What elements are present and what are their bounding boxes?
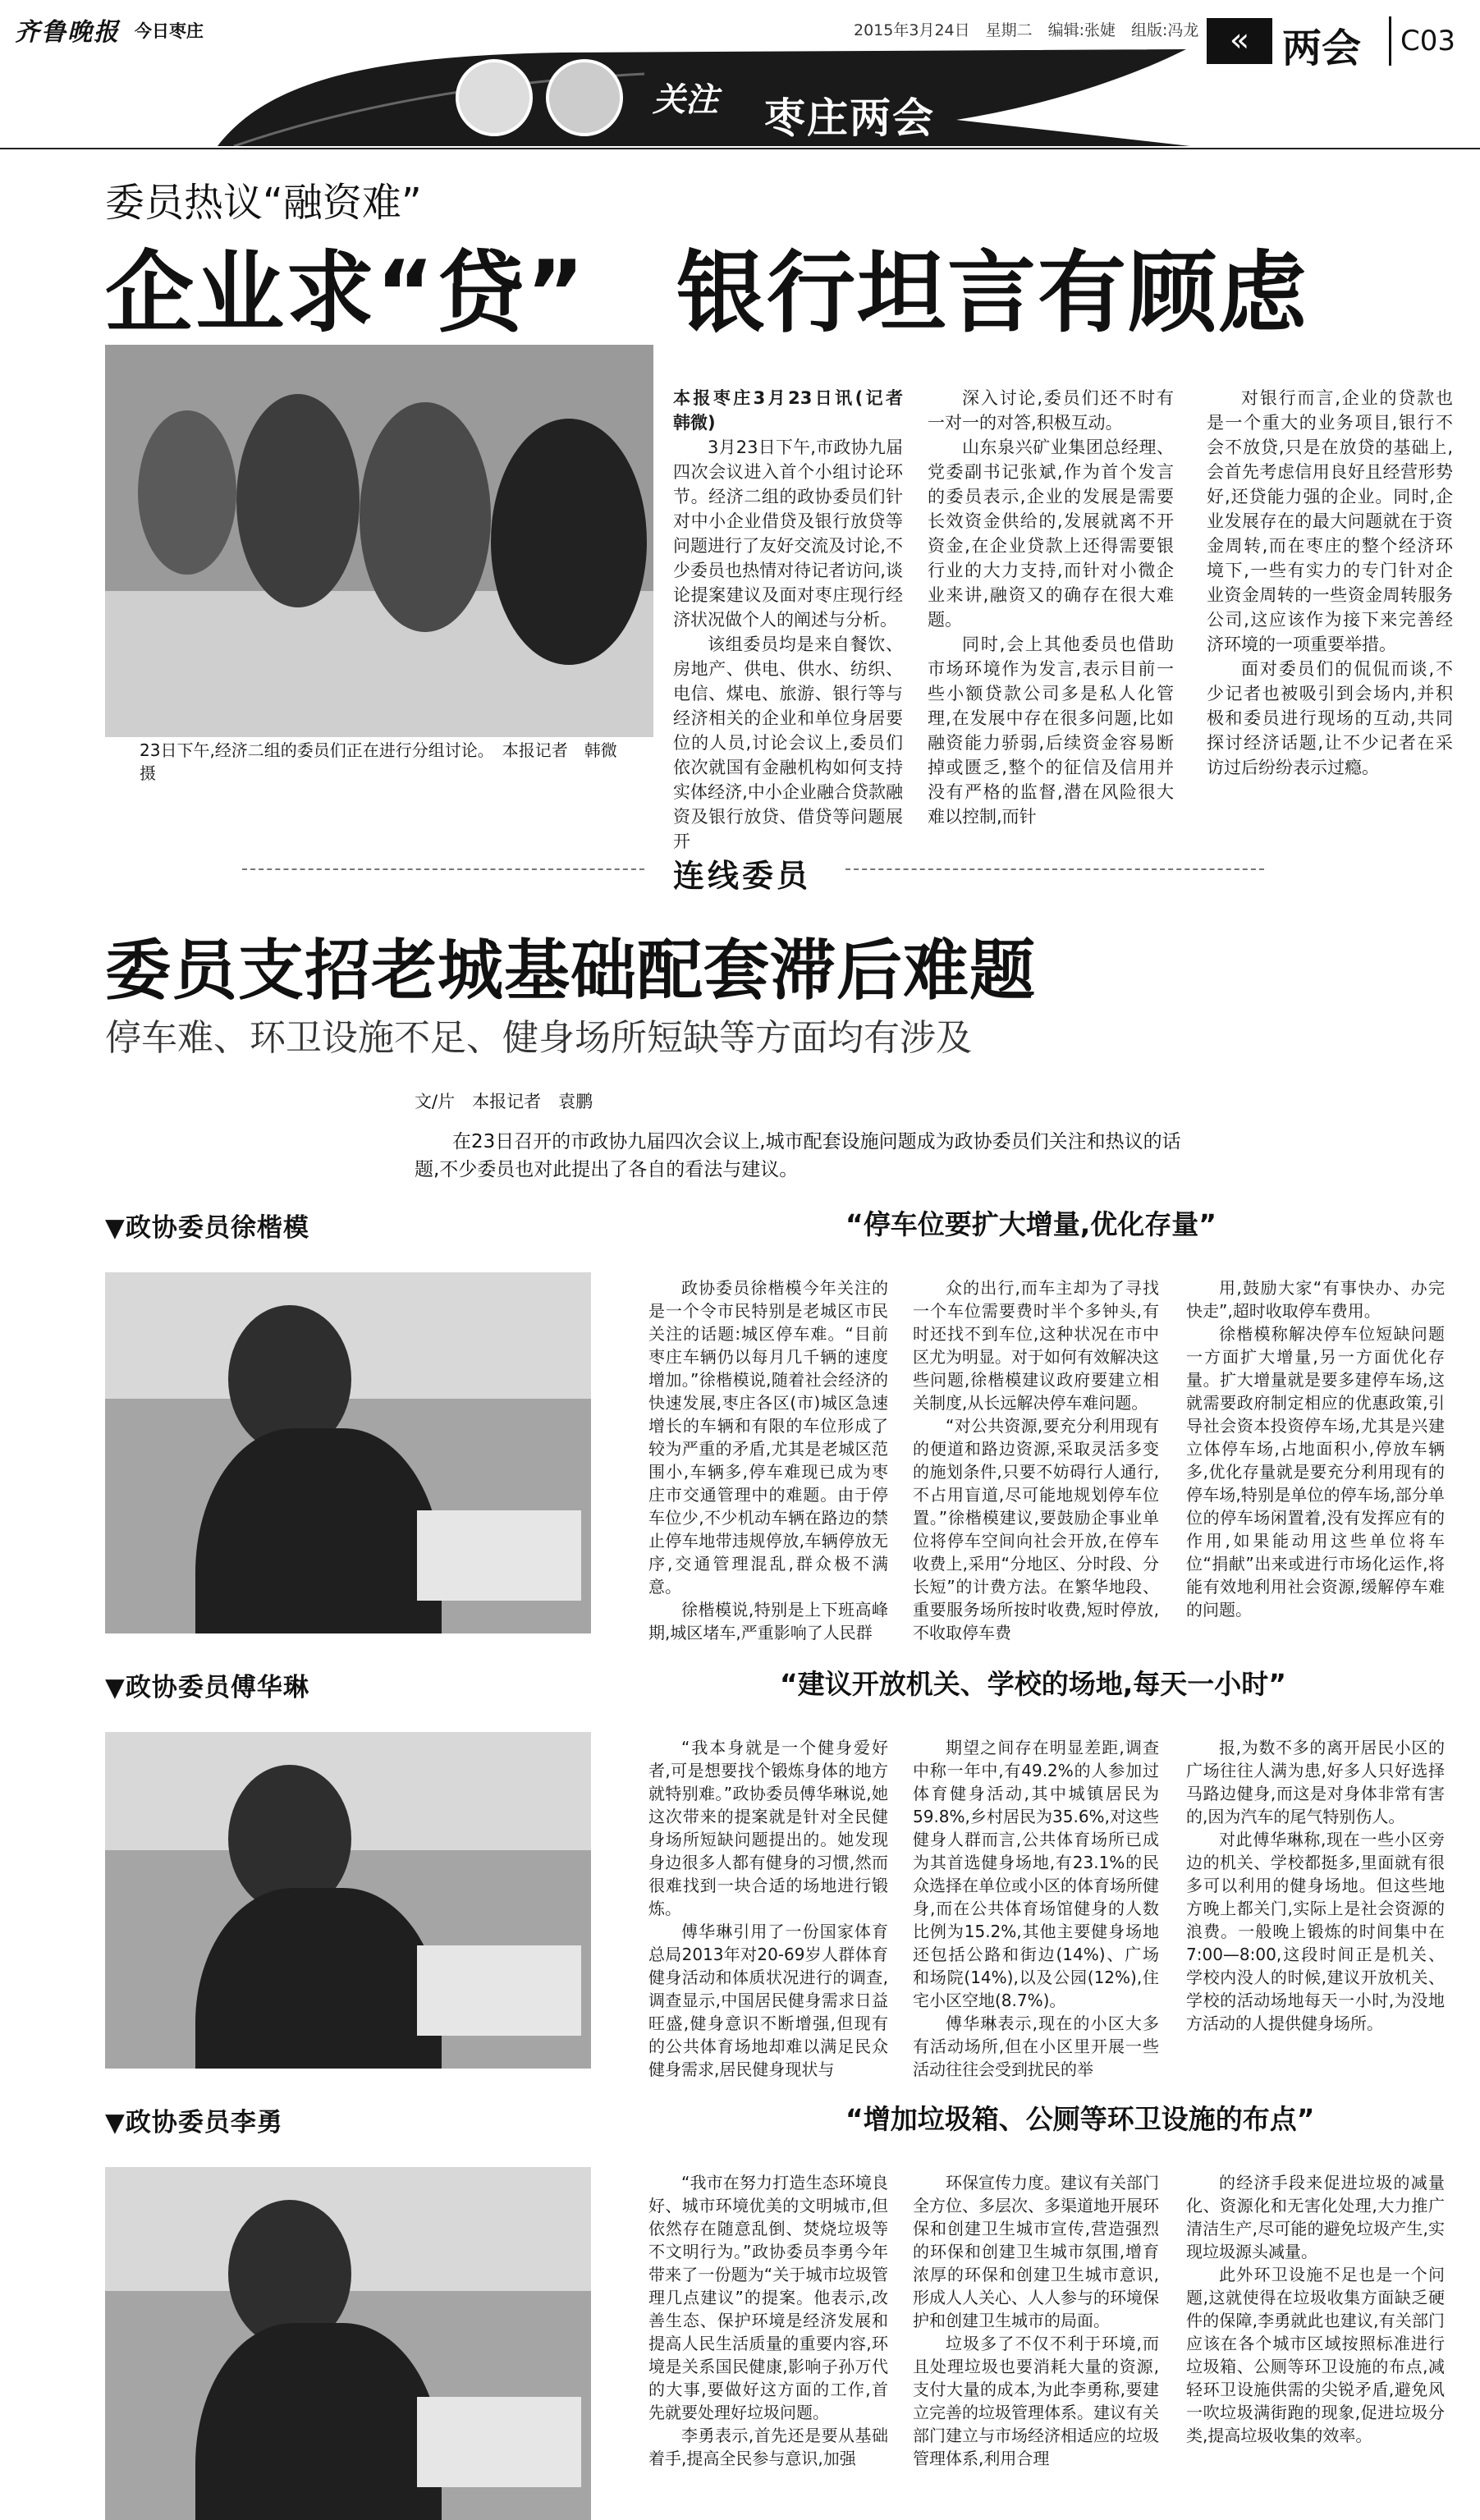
member-col2 xyxy=(913,1276,1159,1644)
paragraph: “我本身就是一个健身爱好者,可是想要找个锻炼身体的地方就特别难。”政协委员傅华琳说,她这次带来的提案就是针对全民健身场所短缺问题提出的。她发现身边很多人都有健身的习惯,然而很难找到一块合适的场地进行锻炼。 xyxy=(648,1738,888,1918)
article1-photo xyxy=(105,345,653,737)
member-col3 xyxy=(1186,1276,1445,1621)
article2-lead: 在23日召开的市政协九届四次会议上,城市配套设施问题成为政协委员们关注和热议的话题,不少委员也对此提出了各自的看法与建议。 xyxy=(415,1131,1181,1180)
section-header: 连线委员 xyxy=(673,858,812,894)
paragraph: 垃圾多了不仅不利于环境,而且处理垃圾也要消耗大量的资源,支付大量的成本,为此李勇称,要建立完善的垃圾管理体系。建议有关部门建立与市场经济相适应的垃圾管理体系,利用合理 xyxy=(913,2334,1159,2468)
paragraph: 徐楷模称解决停车位短缺问题一方面扩大增量,另一方面优化存量。扩大增量就是要多建停车场,这就需要政府制定相应的优惠政策,引导社会资本投资停车场,尤其是兴建立体停车场,占地面积小,停放车辆多,优化存量就是要充分利用现有的停车场,特别是单位的停车场,部分单位的停车场闲置着,没有发挥应有的作用,如果能动用这些单位将车位“捐献”出来或进行市场化运作,将能有效地利用社会资源,缓解停车难的问题。 xyxy=(1186,1324,1445,1620)
section-divider-left xyxy=(242,868,644,870)
paper-name: 齐鲁晚报 xyxy=(15,18,120,47)
article1-col2 xyxy=(928,386,1174,829)
member-label: ▼政协委员徐楷模 xyxy=(105,1213,309,1243)
paragraph: 的经济手段来促进垃圾的减量化、资源化和无害化处理,大力推广清洁生产,尽可能的避免垃圾产生,实现垃圾源头减量。 xyxy=(1186,2173,1445,2261)
article2-headline: 委员支招老城基础配套滞后难题 xyxy=(105,932,1036,1009)
paragraph: “我市在努力打造生态环境良好、城市环境优美的文明城市,但依然存在随意乱倒、焚烧垃圾等不文明行为。”政协委员李勇今年带来了一份题为“关于城市垃圾管理几点建议”的提案。他表示,改善生态、保护环境是经济发展和提高人民生活质量的重要内容,环境是关系国民健康,影响子孙万代的大事,要做好这方面的工作,首先就要处理好垃圾问题。 xyxy=(648,2173,888,2422)
member-label: ▼政协委员傅华琳 xyxy=(105,1673,309,1702)
banner xyxy=(218,49,1190,146)
member-col1 xyxy=(648,1736,888,2081)
member-quote: “建议开放机关、学校的场地,每天一小时” xyxy=(780,1668,1286,1700)
article1-kicker: 委员热议“融资难” xyxy=(105,180,422,226)
member-col2 xyxy=(913,2171,1159,2470)
member-quote: “停车位要扩大增量,优化存量” xyxy=(845,1208,1217,1240)
cppcc-emblem-icon xyxy=(546,59,623,136)
member-photo xyxy=(105,1732,591,2069)
paragraph: 对银行而言,企业的贷款也是一个重大的业务项目,银行不会不放贷,只是在放贷的基础上,会首先考虑信用良好且经营形势好,还贷能力强的企业。同时,企业发展存在的最大问题就在于资金周转,而在枣庄的整个经济环境下,一些有实力的专门针对企业资金周转的一些资金周转服务公司,这应该作为接下来完善经济环境的一项重要举措。 xyxy=(1207,388,1453,654)
paragraph: 期望之间存在明显差距,调查中称一年中,有49.2%的人参加过体育健身活动,其中城镇居民为59.8%,乡村居民为35.6%,对这些健身人群而言,公共体育场所已成为其首选健身场地,有23.1%的民众选择在单位或小区的体育场所健身,而在公共体育场馆健身的人数比例为15.2%,其他主要健身场地还包括公路和街边(14%)、广场和场院(14%),以及公园(12%),住宅小区空地(8.7%)。 xyxy=(913,1738,1159,2010)
member-photo xyxy=(105,1272,591,1633)
paragraph: 用,鼓励大家“有事快办、办完快走”,超时收取停车费用。 xyxy=(1186,1278,1445,1321)
paragraph: 同时,会上其他委员也借助市场环境作为发言,表示目前一些小额贷款公司多是私人化管理,在发展中存在很多问题,比如融资能力骄弱,后续资金容易断掉或匮乏,整个的征信及信用并没有严格的监督,潜在风险很大难以控制,而针 xyxy=(928,635,1174,827)
paragraph: 政协委员徐楷模今年关注的是一个令市民特别是老城区市民关注的话题:城区停车难。“目前枣庄车辆仍以每月几千辆的速度增加。”徐楷模说,随着社会经济的快速发展,枣庄各区(市)城区急速增长的车辆和有限的车位形成了较为严重的矛盾,尤其是老城区范围小,车辆多,停车难现已成为枣庄市交通管理中的难题。由于停车位少,不少机动车辆在路边的禁止停车地带违规停放,车辆停放无序,交通管理混乱,群众极不满意。 xyxy=(648,1278,888,1597)
section-tab xyxy=(1207,7,1473,72)
paragraph: 傅华琳表示,现在的小区大多有活动场所,但在小区里开展一些活动往往会受到扰民的举 xyxy=(913,2014,1159,2079)
paragraph: 报,为数不多的离开居民小区的广场往往人满为患,好多人只好选择马路边健身,而这是对身体非常有害的,因为汽车的尾气特别伤人。 xyxy=(1186,1738,1445,1826)
paragraph: 傅华琳引用了一份国家体育总局2013年对20-69岁人群体育健身活动和体质状况进行的调查,调查显示,中国居民健身需求日益旺盛,健身意识不断增强,但现有的公共体育场地却难以满足民众健身需求,居民健身现状与 xyxy=(648,1922,888,2079)
paragraph: 该组委员均是来自餐饮、房地产、供电、供水、纺织、电信、煤电、旅游、银行等与经济相关的企业和单位身居要位的人员,讨论会议上,委员们依次就国有金融机构如何支持实体经济,中小企业融合贷款融资及银行放贷、借贷等问题展开 xyxy=(673,635,903,851)
paragraph: 3月23日下午,市政协九届四次会议进入首个小组讨论环节。经济二组的政协委员们针对中小企业借贷及银行放贷等问题进行了友好交流及讨论,不少委员也热情对待记者访问,谈论提案建议及面对枣庄现行经济状况做个人的阐述与分析。 xyxy=(673,438,903,630)
member-col1 xyxy=(648,1276,888,1644)
article1-photo-caption: 23日下午,经济二组的委员们正在进行分组讨论。 本报记者 韩微 摄 xyxy=(140,740,634,783)
article2-byline: 文/片 本报记者 袁鹏 xyxy=(415,1092,593,1111)
banner-prefix: 关注 xyxy=(653,80,718,119)
paragraph: 此外环卫设施不足也是一个问题,这就使得在垃圾收集方面缺乏硬件的保障,李勇就此也建议,有关部门应该在各个城市区域按照标准进行垃圾箱、公厕等环卫设施的布点,减轻环卫设施供需的尖锐矛盾,避免风一吹垃圾满街跑的现象,促进垃圾分类,提高垃圾收集的效率。 xyxy=(1186,2265,1445,2445)
page-number: C03 xyxy=(1400,25,1456,57)
article2-subhead: 停车难、环卫设施不足、健身场所短缺等方面均有涉及 xyxy=(105,1017,972,1059)
banner-title: 枣庄两会 xyxy=(764,94,935,142)
member-photo xyxy=(105,2167,591,2520)
paragraph: 深入讨论,委员们还不时有一对一的对答,积极互动。 xyxy=(928,388,1174,433)
article1-col1 xyxy=(673,386,920,854)
section-tab-title: 两会 xyxy=(1282,25,1362,71)
paragraph: 众的出行,而车主却为了寻找一个车位需要费时半个多钟头,有时还找不到车位,这种状况在市中区尤为明显。对于如何有效解决这些问题,徐楷模建议政府要建立相关制度,从长远解决停车难问题。 xyxy=(913,1278,1159,1413)
article1-headline: 企业求“贷” 银行坦言有顾虑 xyxy=(105,242,1308,345)
tab-arrow-icon: « xyxy=(1207,18,1272,64)
national-emblem-icon xyxy=(456,59,533,136)
article1-col3 xyxy=(1207,386,1453,780)
paragraph: 徐楷模说,特别是上下班高峰期,城区堵车,严重影响了人民群 xyxy=(648,1600,888,1643)
paragraph: 李勇表示,首先还是要从基础着手,提高全民参与意识,加强 xyxy=(648,2426,888,2468)
paragraph: 面对委员们的侃侃而谈,不少记者也被吸引到会场内,并积极和委员进行现场的互动,共同探讨经济话题,让不少记者在采访过后纷纷表示过瘾。 xyxy=(1207,659,1453,777)
paragraph: 山东泉兴矿业集团总经理、党委副书记张斌,作为首个发言的委员表示,企业的发展是需要长效资金供给的,发展就离不开资金,在企业贷款上还得需要银行业的大力支持,而针对小微企业来讲,融资又的确存在很大难题。 xyxy=(928,438,1174,630)
paragraph: 环保宣传力度。建议有关部门全方位、多层次、多渠道地开展环保和创建卫生城市宣传,营造强烈的环保和创建卫生城市氛围,增育浓厚的环保和创建卫生城市意识,形成人人关心、人人参与的环境保护和创建卫生城市的局面。 xyxy=(913,2173,1159,2330)
member-col1 xyxy=(648,2171,888,2470)
section-divider-right xyxy=(845,868,1264,870)
tab-divider xyxy=(1389,16,1391,66)
member-label: ▼政协委员李勇 xyxy=(105,2108,283,2137)
member-col2 xyxy=(913,1736,1159,2081)
article1-byline: 本报枣庄3月23日讯(记者 韩微) xyxy=(673,388,920,433)
member-col3 xyxy=(1186,1736,1445,2035)
date-line: 2015年3月24日 星期二 编辑:张婕 组版:冯龙 xyxy=(854,21,1199,39)
paragraph: “对公共资源,要充分利用现有的便道和路边资源,采取灵活多变的施划条件,只要不妨碍行人通行,不占用盲道,尽可能地规划停车位置。”徐楷模建议,要鼓励企事业单位将停车空间向社会开放,在停车收费上,采用“分地区、分时段、分长短”的计费方法。在繁华地段、重要服务场所按时收费,短时停放,不收取停车费 xyxy=(913,1416,1159,1643)
masthead-rule xyxy=(0,148,1480,149)
edition-name: 今日枣庄 xyxy=(135,21,204,41)
member-col3 xyxy=(1186,2171,1445,2447)
paragraph: 对此傅华琳称,现在一些小区旁边的机关、学校都挺多,里面就有很多可以利用的健身场地。但这些地方晚上都关门,实际上是社会资源的浪费。一般晚上锻炼的时间集中在7:00—8:00,这段时间正是机关、学校内没人的时候,建议开放机关、学校的活动场地每天一小时,为没地方活动的人提供健身场所。 xyxy=(1186,1830,1445,2033)
member-quote: “增加垃圾箱、公厕等环卫设施的布点” xyxy=(845,2103,1315,2135)
